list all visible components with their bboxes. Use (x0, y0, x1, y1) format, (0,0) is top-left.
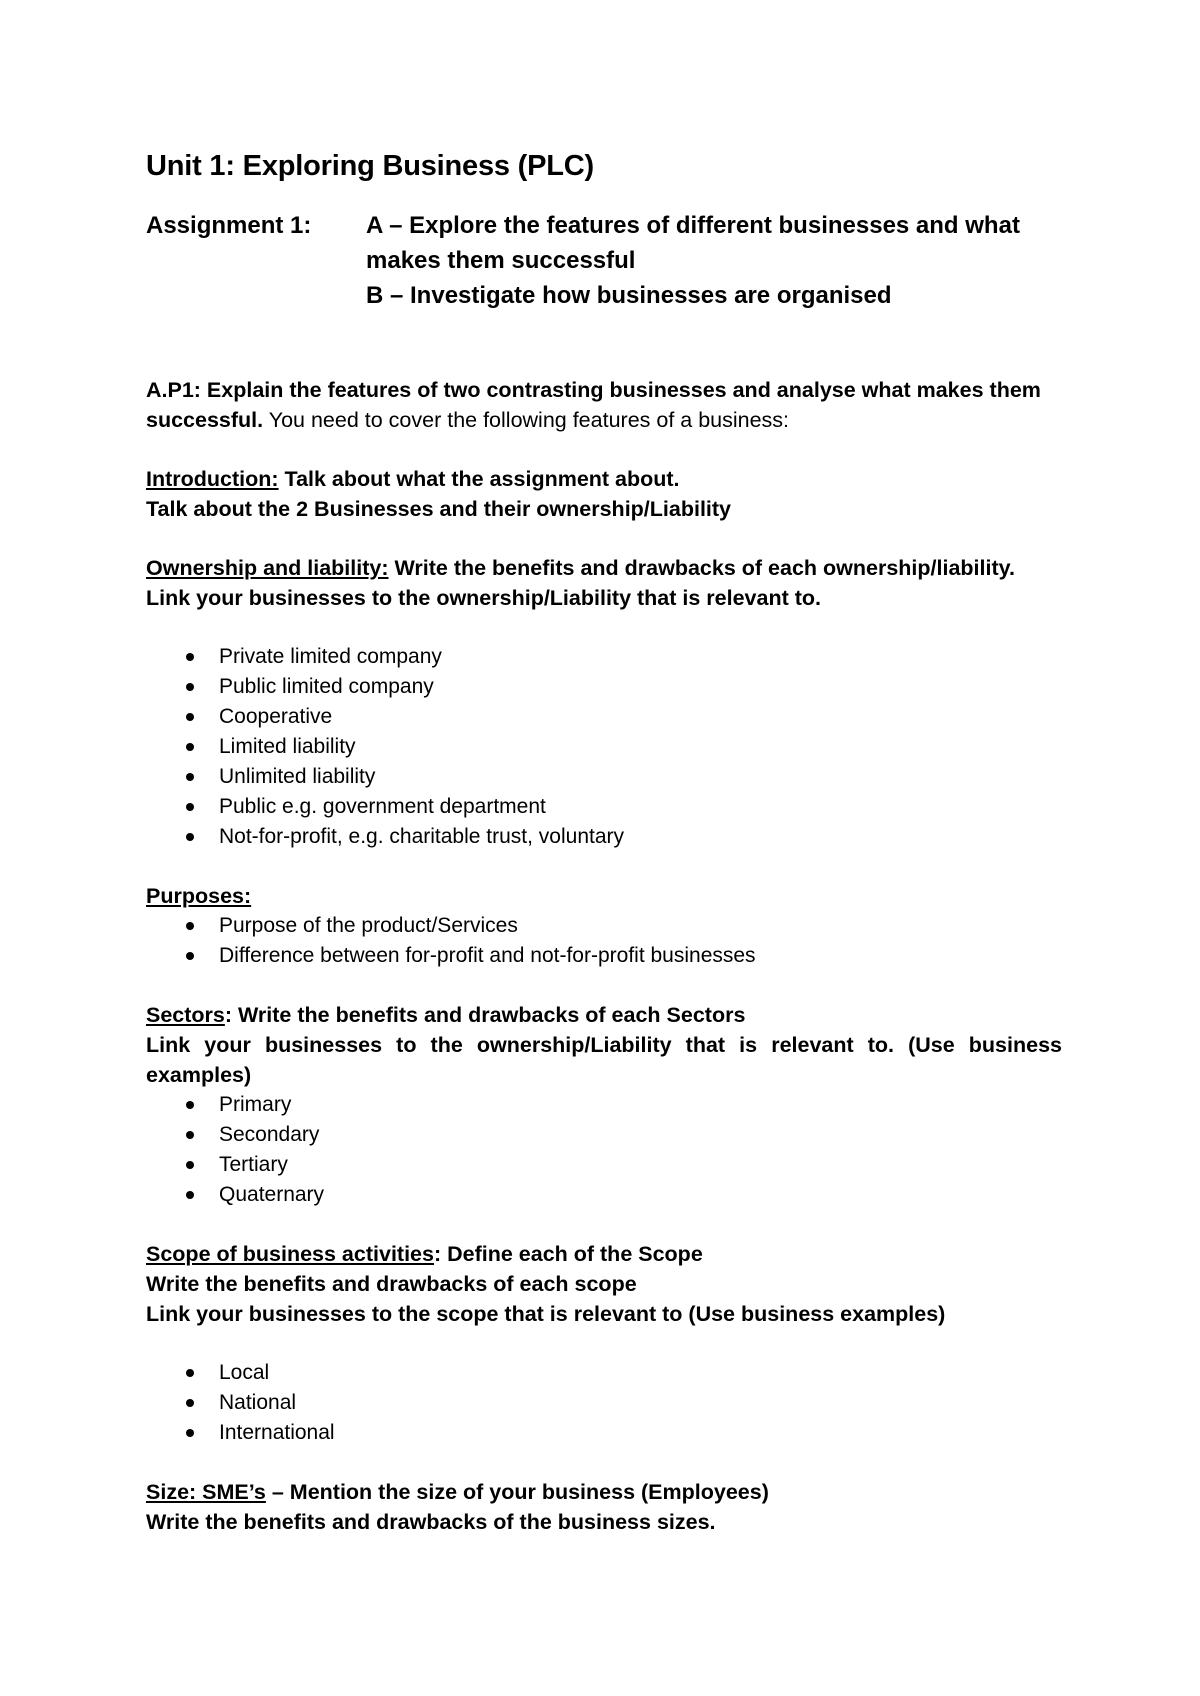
bullet-icon (186, 952, 194, 960)
list-item: Unlimited liability (146, 762, 1062, 792)
scope-text-1: : Define each of the Scope (433, 1242, 703, 1266)
ap1-criterion (146, 375, 1062, 435)
ap1-bold-line1: A.P1: Explain the features of two contrasting businesses and analyse what makes them (146, 378, 1041, 402)
scope-list (146, 1358, 1062, 1448)
document-content (146, 148, 1062, 1537)
sectors-list (146, 1090, 1062, 1210)
list-item: Limited liability (146, 732, 1062, 762)
list-item: Not-for-profit, e.g. charitable trust, voluntary (146, 822, 1062, 852)
assignment-task-b: B – Investigate how businesses are organised (366, 282, 892, 309)
bullet-icon (186, 1101, 194, 1109)
bullet-icon (186, 683, 194, 691)
size-text-2: Write the benefits and drawbacks of the business sizes. (146, 1510, 716, 1534)
assignment-block (146, 208, 1062, 313)
introduction-text-2: Talk about the 2 Businesses and their ownership/Liability (146, 497, 732, 521)
bullet-icon (186, 833, 194, 841)
assignment-task-a-line1: A – Explore the features of different businesses and what (366, 212, 1020, 239)
bullet-icon (186, 1369, 194, 1377)
scope-text-3: Link your businesses to the scope that is relevant to (Use business examples) (146, 1302, 946, 1326)
bullet-icon (186, 803, 194, 811)
list-item: Private limited company (146, 642, 1062, 672)
list-item: Primary (146, 1090, 1062, 1120)
bullet-icon (186, 1131, 194, 1139)
ownership-heading: Ownership and liability: (146, 556, 389, 580)
introduction-section (146, 464, 1062, 524)
scope-text-2: Write the benefits and drawbacks of each scope (146, 1272, 637, 1296)
ownership-list (146, 642, 1062, 852)
ownership-section (146, 553, 1062, 613)
size-section (146, 1477, 1062, 1537)
list-item: Public limited company (146, 672, 1062, 702)
sectors-heading: Sectors (146, 1003, 225, 1027)
ap1-bold-line2: successful. (146, 408, 264, 432)
bullet-icon (186, 1191, 194, 1199)
list-item: Tertiary (146, 1150, 1062, 1180)
introduction-heading: Introduction: (146, 467, 279, 491)
sectors-text-1: : Write the benefits and drawbacks of each Sectors (224, 1003, 746, 1027)
sectors-text-2a: Link your businesses to the ownership/Liability that is relevant to. (Use business (146, 1033, 1062, 1057)
purposes-list (146, 911, 1062, 971)
bullet-icon (186, 1429, 194, 1437)
assignment-tasks (366, 208, 1062, 313)
list-item: National (146, 1388, 1062, 1418)
purposes-section (146, 881, 1062, 911)
bullet-icon (186, 1399, 194, 1407)
list-item: Secondary (146, 1120, 1062, 1150)
ownership-text-2: Link your businesses to the ownership/Liability that is relevant to. (146, 586, 821, 610)
assignment-label: Assignment 1: (146, 212, 312, 239)
list-item: Local (146, 1358, 1062, 1388)
list-item: Public e.g. government department (146, 792, 1062, 822)
sectors-text-2b: examples) (146, 1063, 252, 1087)
list-item: Purpose of the product/Services (146, 911, 1062, 941)
document-title: Unit 1: Exploring Business (PLC) (146, 150, 594, 182)
bullet-icon (186, 743, 194, 751)
purposes-heading: Purposes: (146, 884, 252, 908)
size-heading: Size: SME’s (146, 1480, 266, 1504)
bullet-icon (186, 1161, 194, 1169)
list-item: Quaternary (146, 1180, 1062, 1210)
list-item: Difference between for-profit and not-for-profit businesses (146, 941, 1062, 971)
sectors-section (146, 1000, 1062, 1090)
scope-section (146, 1239, 1062, 1329)
ap1-instruction: You need to cover the following features of a business: (263, 408, 790, 432)
scope-heading: Scope of business activities (146, 1242, 434, 1266)
bullet-icon (186, 713, 194, 721)
bullet-icon (186, 653, 194, 661)
size-text-1: – Mention the size of your business (Employees) (265, 1480, 769, 1504)
list-item: International (146, 1418, 1062, 1448)
ownership-text-1: Write the benefits and drawbacks of each ownership/liability. (388, 556, 1015, 580)
bullet-icon (186, 922, 194, 930)
introduction-text-1: Talk about what the assignment about. (278, 467, 680, 491)
list-item: Cooperative (146, 702, 1062, 732)
bullet-icon (186, 773, 194, 781)
assignment-task-a-line2: makes them successful (366, 247, 636, 274)
